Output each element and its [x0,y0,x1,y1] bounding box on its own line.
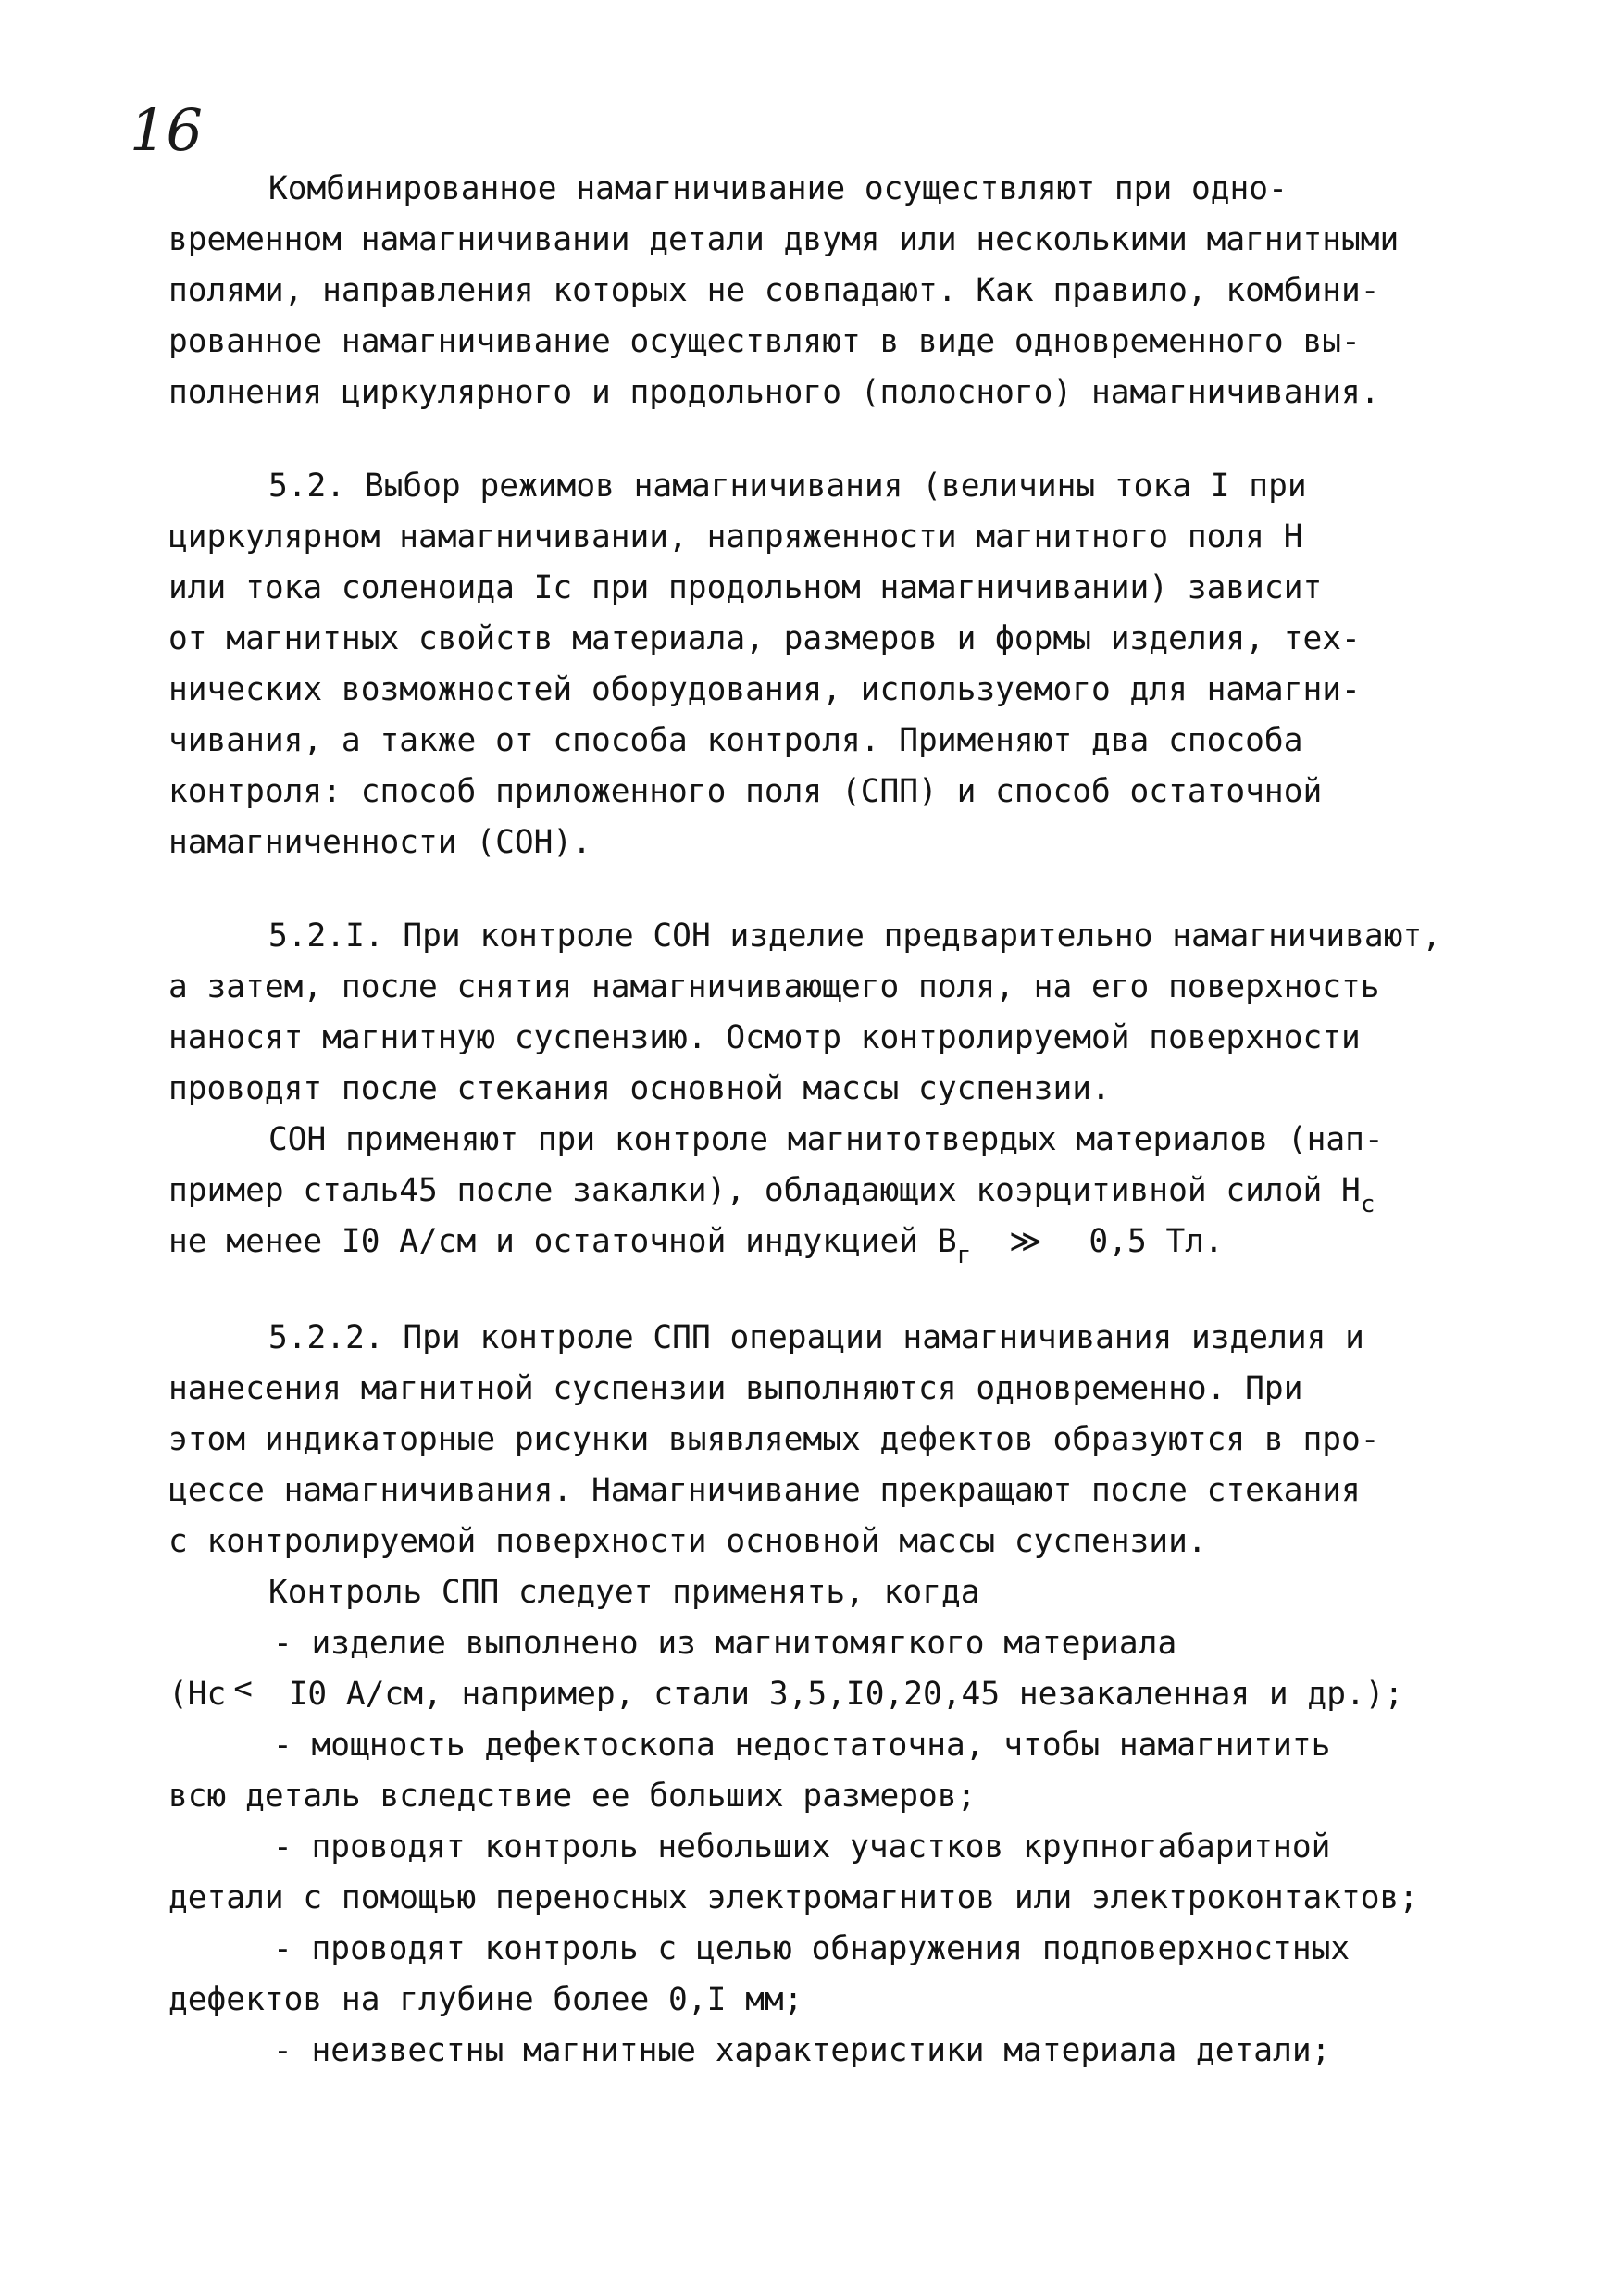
text-fragment: (Нс [168,1676,227,1713]
text-line: временном намагничивании детали двумя или несколькими магнитными [168,221,1400,258]
text-line: - проводят контроль с целью обнаружения подповерхностных [273,1930,1350,1967]
text-line: - мощность дефектоскопа недостаточна, чтобы намагнитить [273,1727,1331,1764]
text-fragment: не менее I0 А/см и остаточной индукцией В [168,1223,957,1260]
text-line [168,1670,1404,1713]
text-line: полями, направления которых не совпадают. Как правило, комбини- [168,272,1380,309]
subscript: г [956,1242,972,1269]
text-line: намагниченности (СОН). [168,824,591,861]
text-line: дефектов на глубине более 0,I мм; [168,1981,803,2018]
text-fragment: пример сталь45 после закалки), обладающих коэрцитивной силой Н [168,1172,1361,1209]
text-line: детали с помощью переносных электромагнитов или электроконтактов; [168,1879,1419,1916]
text-line: проводят после стекания основной массы суспензии. [168,1070,1111,1107]
text-line: - неизвестны магнитные характеристики материала детали; [273,2032,1331,2069]
text-line: с контролируемой поверхности основной массы суспензии. [168,1523,1207,1560]
text-line [168,1223,1224,1269]
text-line: 5.2.2. При контроле СПП операции намагничивания изделия и [268,1319,1364,1356]
text-line: всю деталь вследствие ее больших размеров; [168,1778,977,1815]
text-line: нических возможностей оборудования, используемого для намагни- [168,671,1361,708]
text-line: контроля: способ приложенного поля (СПП) и способ остаточной [168,773,1323,810]
text-line: от магнитных свойств материала, размеров и формы изделия, тех- [168,620,1361,657]
text-line: - изделие выполнено из магнитомягкого материала [273,1625,1177,1662]
text-fragment: I0 А/см, например, стали 3,5,I0,20,45 незакаленная и др.); [288,1676,1404,1713]
text-line: а затем, после снятия намагничивающего поля, на его поверхность [168,968,1380,1005]
text-line: Контроль СПП следует применять, когда [268,1574,980,1611]
less-than-symbol: < [233,1670,253,1707]
text-line: этом индикаторные рисунки выявляемых дефектов образуются в про- [168,1421,1380,1458]
text-line: 5.2.I. При контроле СОН изделие предварительно намагничивают, [268,917,1442,955]
text-fragment: 0,5 Тл. [1089,1223,1224,1260]
text-line: или тока соленоида Iс при продольном намагничивании) зависит [168,569,1323,606]
text-line: Комбинированное намагничивание осуществляют при одно- [268,170,1288,207]
text-line: цессе намагничивания. Намагничивание прекращают после стекания [168,1472,1361,1509]
text-line: чивания, а также от способа контроля. Применяют два способа [168,722,1303,759]
subscript: с [1360,1191,1375,1218]
text-line: наносят магнитную суспензию. Осмотр контролируемой поверхности [168,1019,1361,1056]
text-line: 5.2. Выбор режимов намагничивания (величины тока I при [268,468,1307,505]
page-number: 16 [130,96,203,164]
text-line: нанесения магнитной суспензии выполняются одновременно. При [168,1370,1303,1407]
text-line: СОН применяют при контроле магнитотвердых материалов (нап- [268,1121,1384,1158]
text-line [168,1172,1375,1218]
text-line: полнения циркулярного и продольного (полосного) намагничивания. [168,374,1380,411]
text-line: рованное намагничивание осуществляют в виде одновременного вы- [168,323,1361,360]
text-line: - проводят контроль небольших участков крупногабаритной [273,1828,1331,1866]
much-greater-symbol: ≫ [1009,1223,1042,1260]
text-line: циркулярном намагничивании, напряженности магнитного поля Н [168,518,1303,555]
